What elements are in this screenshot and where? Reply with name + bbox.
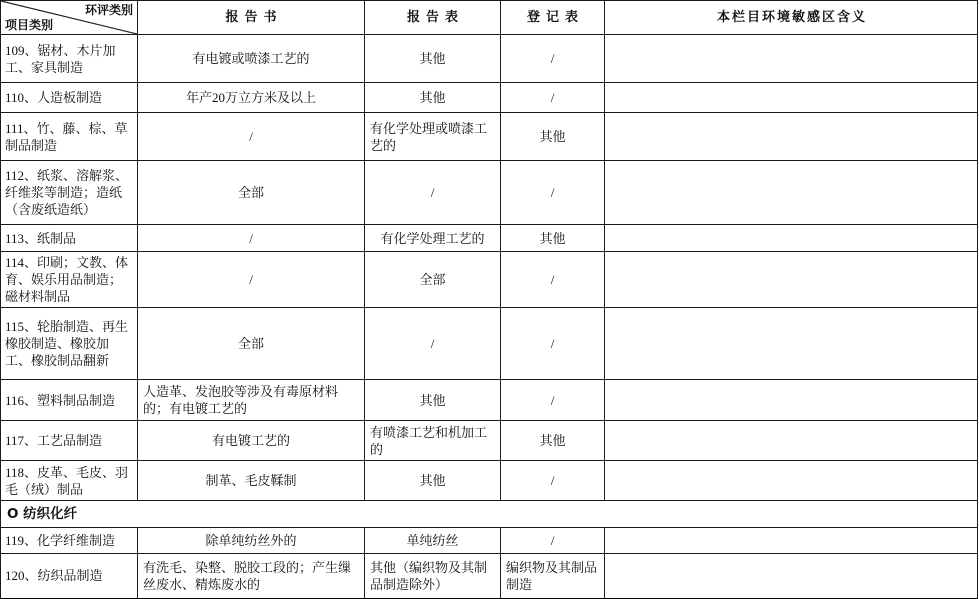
section-header-row [1, 501, 978, 528]
report-form-cell: 有喷漆工艺和机加工的 [365, 421, 501, 461]
report-form-cell: / [365, 161, 501, 225]
header-registration-form: 登记表 [501, 1, 605, 35]
registration-form-cell: 编织物及其制品制造 [501, 554, 605, 599]
category-cell: 118、皮革、毛皮、羽毛（绒）制品 [1, 461, 138, 501]
sensitive-area-cell [605, 421, 978, 461]
report-book-cell: / [138, 252, 365, 308]
registration-form-cell: / [501, 161, 605, 225]
registration-form-cell: / [501, 528, 605, 554]
report-book-cell: 除单纯纺丝外的 [138, 528, 365, 554]
category-cell: 112、纸浆、溶解浆、纤维浆等制造；造纸（含废纸造纸） [1, 161, 138, 225]
table-row [1, 252, 978, 308]
table-row [1, 83, 978, 113]
sensitive-area-cell [605, 83, 978, 113]
report-book-cell: 全部 [138, 161, 365, 225]
category-cell: 111、竹、藤、棕、草制品制造 [1, 113, 138, 161]
table-row [1, 113, 978, 161]
table-row [1, 35, 978, 83]
sensitive-area-cell [605, 528, 978, 554]
table-row [1, 225, 978, 252]
report-form-cell: 有化学处理或喷漆工艺的 [365, 113, 501, 161]
report-form-cell: 有化学处理工艺的 [365, 225, 501, 252]
registration-form-cell: / [501, 35, 605, 83]
registration-form-cell: / [501, 252, 605, 308]
report-book-cell: 全部 [138, 308, 365, 380]
report-form-cell: / [365, 308, 501, 380]
sensitive-area-cell [605, 161, 978, 225]
report-form-cell: 其他 [365, 461, 501, 501]
diagonal-label-eia-category: 环评类别 [84, 3, 133, 17]
category-cell: 116、塑料制品制造 [1, 380, 138, 421]
registration-form-cell: / [501, 308, 605, 380]
report-book-cell: 有电镀或喷漆工艺的 [138, 35, 365, 83]
registration-form-cell: / [501, 83, 605, 113]
sensitive-area-cell [605, 308, 978, 380]
category-cell: 115、轮胎制造、再生橡胶制造、橡胶加工、橡胶制品翻新 [1, 308, 138, 380]
table-row [1, 554, 978, 599]
category-cell: 114、印刷；文教、体育、娱乐用品制造；磁材料制品 [1, 252, 138, 308]
sensitive-area-cell [605, 225, 978, 252]
category-cell: 109、锯材、木片加工、家具制造 [1, 35, 138, 83]
report-form-cell: 全部 [365, 252, 501, 308]
sensitive-area-cell [605, 461, 978, 501]
report-book-cell: 有电镀工艺的 [138, 421, 365, 461]
diagonal-header-cell [1, 1, 138, 35]
table-row [1, 380, 978, 421]
report-form-cell: 单纯纺丝 [365, 528, 501, 554]
sensitive-area-cell [605, 380, 978, 421]
report-book-cell: 有洗毛、染整、脱胶工段的；产生缫丝废水、精炼废水的 [138, 554, 365, 599]
report-book-cell: / [138, 113, 365, 161]
table-row [1, 461, 978, 501]
category-cell: 119、化学纤维制造 [1, 528, 138, 554]
report-book-cell: 人造革、发泡胶等涉及有毒原材料的；有电镀工艺的 [138, 380, 365, 421]
table-row [1, 308, 978, 380]
report-book-cell: 制革、毛皮鞣制 [138, 461, 365, 501]
report-book-cell: / [138, 225, 365, 252]
table-row [1, 528, 978, 554]
table-row [1, 161, 978, 225]
section-label: O 纺织化纤 [1, 501, 978, 528]
registration-form-cell: 其他 [501, 225, 605, 252]
header-sensitive-area-meaning: 本栏目环境敏感区含义 [605, 1, 978, 35]
sensitive-area-cell [605, 113, 978, 161]
header-report-form: 报告表 [365, 1, 501, 35]
header-report-book: 报告书 [138, 1, 365, 35]
registration-form-cell: 其他 [501, 113, 605, 161]
sensitive-area-cell [605, 252, 978, 308]
category-cell: 113、纸制品 [1, 225, 138, 252]
report-form-cell: 其他 [365, 35, 501, 83]
diagonal-label-project-category: 项目类别 [5, 18, 54, 32]
report-form-cell: 其他 [365, 83, 501, 113]
report-form-cell: 其他（编织物及其制品制造除外） [365, 554, 501, 599]
sensitive-area-cell [605, 35, 978, 83]
table-row [1, 421, 978, 461]
sensitive-area-cell [605, 554, 978, 599]
category-cell: 120、纺织品制造 [1, 554, 138, 599]
registration-form-cell: / [501, 461, 605, 501]
registration-form-cell: 其他 [501, 421, 605, 461]
table-body [1, 35, 978, 599]
registration-form-cell: / [501, 380, 605, 421]
report-book-cell: 年产20万立方米及以上 [138, 83, 365, 113]
report-form-cell: 其他 [365, 380, 501, 421]
category-cell: 110、人造板制造 [1, 83, 138, 113]
category-cell: 117、工艺品制造 [1, 421, 138, 461]
table-header-row [1, 1, 978, 35]
